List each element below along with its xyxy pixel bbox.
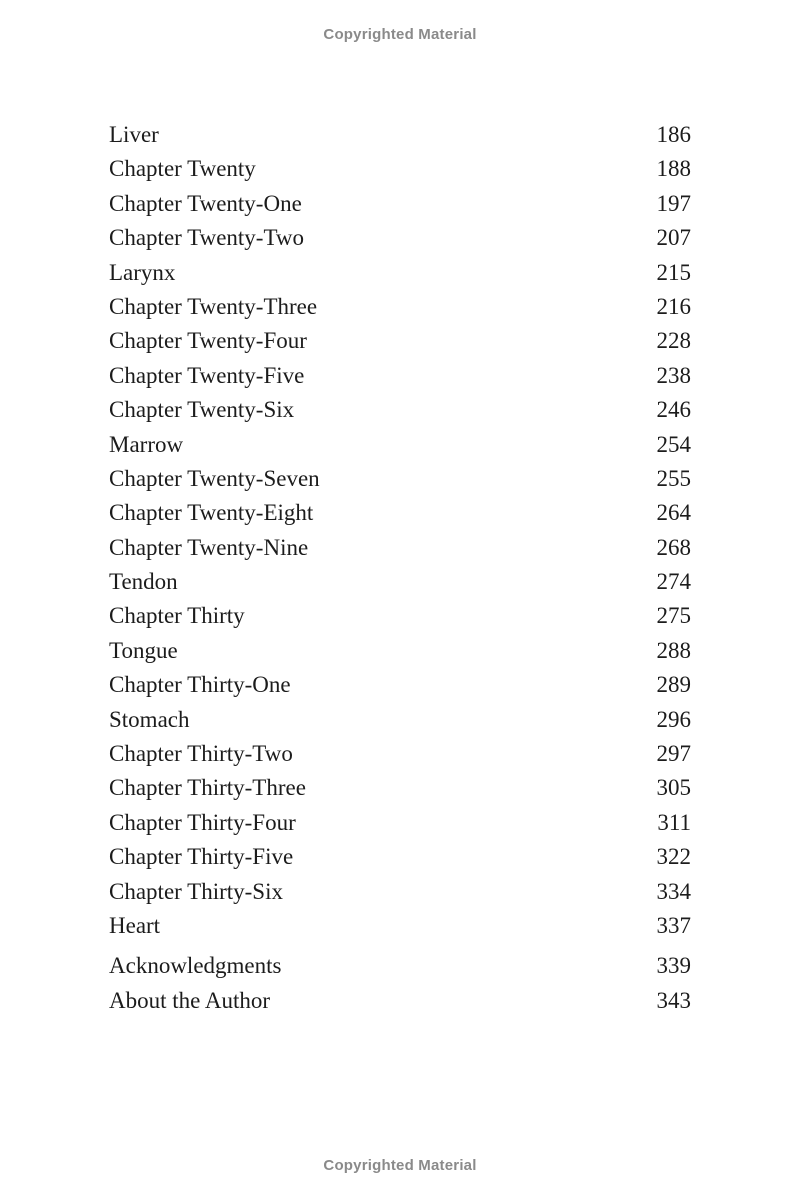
toc-entry-title: Chapter Thirty-Five <box>109 844 294 870</box>
toc-entry[interactable] <box>109 118 691 152</box>
toc-entry[interactable] <box>109 324 691 358</box>
toc-entry-page: 254 <box>656 431 691 457</box>
toc-entry-page: 337 <box>656 912 691 938</box>
toc-entry-title: Tendon <box>109 569 178 595</box>
toc-entry[interactable] <box>109 531 691 565</box>
toc-entry[interactable] <box>109 771 691 805</box>
toc-entry-title: Liver <box>109 122 159 147</box>
toc-entry-page: 197 <box>656 190 691 216</box>
toc-entry-title: Chapter Thirty-Four <box>109 809 296 835</box>
toc-entry-page: 334 <box>656 878 691 904</box>
toc-entry[interactable] <box>109 152 691 186</box>
toc-entry-title: Chapter Twenty-One <box>109 190 302 216</box>
toc-entry-page: 246 <box>656 397 691 423</box>
toc-entry-page: 311 <box>657 809 691 835</box>
toc-entry-title: Stomach <box>109 706 190 732</box>
toc-entry-page: 305 <box>656 775 691 801</box>
toc-entry[interactable] <box>109 949 691 983</box>
toc-entry[interactable] <box>109 634 691 668</box>
toc-entry[interactable] <box>109 599 691 633</box>
toc-entry-page: 207 <box>656 225 691 251</box>
toc-entry[interactable] <box>109 496 691 530</box>
toc-entry-title: Larynx <box>109 259 176 285</box>
toc-entry-title: About the Author <box>109 987 270 1013</box>
toc-entry-page: 188 <box>656 156 691 182</box>
toc-entry-page: 238 <box>656 362 691 388</box>
table-of-contents <box>109 118 691 1018</box>
toc-entry[interactable] <box>109 737 691 771</box>
toc-entry-page: 289 <box>656 672 691 698</box>
toc-entry[interactable] <box>109 565 691 599</box>
toc-entry[interactable] <box>109 393 691 427</box>
toc-entry-title: Chapter Twenty-Five <box>109 362 305 388</box>
toc-entry-page: 288 <box>656 637 691 663</box>
toc-entry-title: Acknowledgments <box>109 953 282 979</box>
toc-entry[interactable] <box>109 875 691 909</box>
toc-entry-page: 264 <box>656 500 691 526</box>
toc-entry-page: 297 <box>656 741 691 767</box>
toc-entry-title: Chapter Thirty-Three <box>109 775 306 801</box>
toc-entry-title: Chapter Twenty-Three <box>109 293 318 319</box>
toc-entry[interactable] <box>109 806 691 840</box>
toc-entry-page: 275 <box>656 603 691 629</box>
toc-entry-title: Chapter Thirty-One <box>109 672 291 698</box>
toc-entry-page: 274 <box>656 569 691 595</box>
copyright-watermark-top: Copyrighted Material <box>323 26 477 43</box>
copyright-watermark-bottom: Copyrighted Material <box>323 1157 477 1174</box>
toc-entry-title: Chapter Thirty-Two <box>109 741 293 767</box>
toc-entry-title: Chapter Twenty-Four <box>109 328 307 354</box>
toc-entry-page: 215 <box>656 259 691 285</box>
toc-entry-title: Chapter Twenty-Eight <box>109 500 314 526</box>
toc-entry-title: Chapter Twenty-Two <box>109 225 305 251</box>
toc-entry[interactable] <box>109 668 691 702</box>
toc-entry-page: 343 <box>656 987 691 1013</box>
toc-entry[interactable] <box>109 703 691 737</box>
toc-entry-title: Heart <box>109 912 161 938</box>
toc-entry-page: 255 <box>656 465 691 491</box>
toc-entry[interactable] <box>109 187 691 221</box>
toc-entry[interactable] <box>109 462 691 496</box>
toc-entry-title: Chapter Thirty-Six <box>109 878 283 904</box>
toc-entry[interactable] <box>109 221 691 255</box>
toc-entry[interactable] <box>109 909 691 943</box>
toc-entry-title: Chapter Twenty <box>109 156 256 182</box>
toc-entry[interactable] <box>109 984 691 1018</box>
toc-entry-page: 339 <box>656 953 691 979</box>
toc-entry-title: Chapter Twenty-Seven <box>109 465 320 491</box>
toc-entry-title: Tongue <box>109 637 178 663</box>
toc-entry-page: 186 <box>656 122 691 147</box>
toc-entry[interactable] <box>109 290 691 324</box>
toc-entry-page: 296 <box>656 706 691 732</box>
toc-entry-page: 216 <box>656 293 691 319</box>
toc-entry[interactable] <box>109 256 691 290</box>
toc-entry[interactable] <box>109 840 691 874</box>
toc-entry-page: 228 <box>656 328 691 354</box>
toc-entry[interactable] <box>109 428 691 462</box>
toc-entry-title: Chapter Twenty-Six <box>109 397 295 423</box>
toc-entry-page: 322 <box>656 844 691 870</box>
toc-entry[interactable] <box>109 359 691 393</box>
toc-entry-title: Marrow <box>109 431 184 457</box>
toc-entry-page: 268 <box>656 534 691 560</box>
toc-entry-title: Chapter Twenty-Nine <box>109 534 309 560</box>
toc-entry-title: Chapter Thirty <box>109 603 245 629</box>
